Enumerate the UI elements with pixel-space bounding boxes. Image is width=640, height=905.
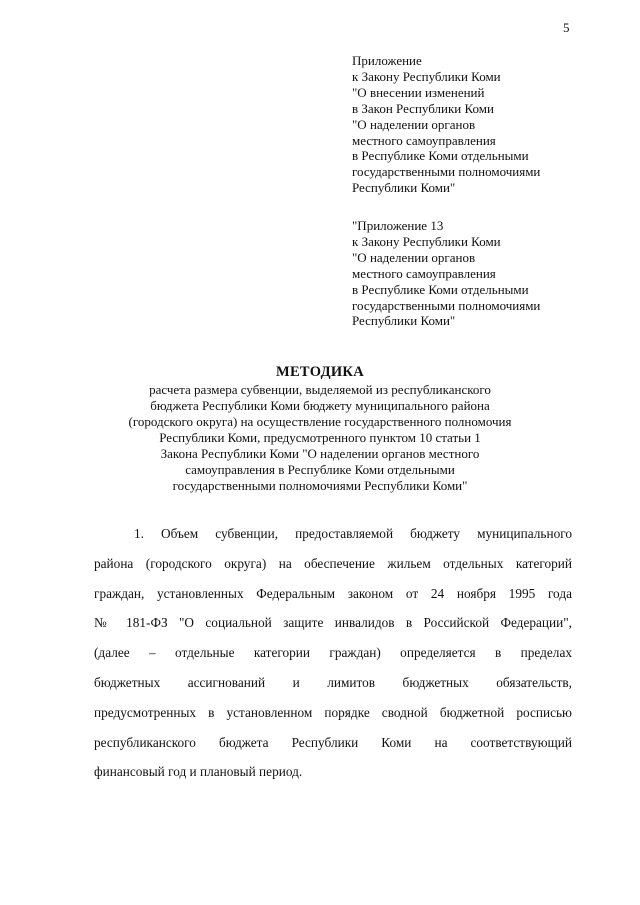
- subtitle-line: Закона Республики Коми "О наделении органов местного: [160, 446, 480, 461]
- annex-line: в Республике Коми отдельными: [352, 148, 529, 164]
- annex-heading-13: [352, 218, 632, 329]
- annex-line: местного самоуправления: [352, 132, 496, 148]
- annex-line: к Закону Республики Коми: [352, 68, 501, 84]
- annex-line: Республики Коми": [352, 180, 456, 196]
- annex-line: "О наделении органов: [352, 116, 476, 132]
- paragraph-line: (далее – отдельные категории граждан) определяется в пределах: [94, 645, 572, 661]
- document-title: МЕТОДИКА: [275, 364, 365, 380]
- annex-line: в Республике Коми отдельными: [352, 281, 529, 297]
- paragraph-line: 1. Объем субвенции, предоставляемой бюджету муниципального: [134, 526, 572, 541]
- page-number: 5: [563, 20, 570, 35]
- annex-line: государственными полномочиями: [352, 297, 541, 313]
- paragraph-line: финансовый год и плановый период.: [94, 764, 303, 780]
- annex-line: государственными полномочиями: [352, 164, 541, 180]
- subtitle-line: бюджета Республики Коми бюджету муниципального района: [150, 398, 490, 413]
- paragraph-line: предусмотренных в установленном порядке сводной бюджетной росписью: [94, 704, 572, 720]
- paragraph-line: № 181-ФЗ "О социальной защите инвалидов в Российской Федерации",: [94, 615, 572, 631]
- paragraph-line: республиканского бюджета Республики Коми на соответствующий: [94, 734, 572, 750]
- annex-line: местного самоуправления: [352, 265, 496, 281]
- paragraph-1: [94, 519, 572, 787]
- annex-line: "О наделении органов: [352, 249, 476, 265]
- subtitle-line: Республики Коми, предусмотренного пунктом 10 статьи 1: [159, 430, 481, 445]
- subtitle-line: самоуправления в Республике Коми отдельными: [185, 462, 455, 477]
- annex-heading-amending-law: [352, 53, 632, 196]
- paragraph-line: района (городского округа) на обеспечение жильем отдельных категорий: [94, 555, 572, 571]
- annex-line: "Приложение 13: [352, 218, 444, 233]
- annex-line: Приложение: [352, 53, 422, 68]
- paragraph-line: граждан, установленных Федеральным законом от 24 ноября 1995 года: [94, 585, 572, 601]
- document-subtitle: [60, 382, 580, 494]
- annex-line: "О внесении изменений: [352, 84, 485, 100]
- subtitle-line: (городского округа) на осуществление государственного полномочия: [128, 414, 512, 429]
- annex-line: Республики Коми": [352, 313, 456, 329]
- annex-line: к Закону Республики Коми: [352, 233, 501, 249]
- subtitle-line: расчета размера субвенции, выделяемой из республиканского: [149, 382, 491, 397]
- paragraph-line: бюджетных ассигнований и лимитов бюджетных обязательств,: [94, 674, 572, 690]
- annex-line: в Закон Республики Коми: [352, 100, 494, 116]
- subtitle-line: государственными полномочиями Республики Коми": [172, 478, 468, 493]
